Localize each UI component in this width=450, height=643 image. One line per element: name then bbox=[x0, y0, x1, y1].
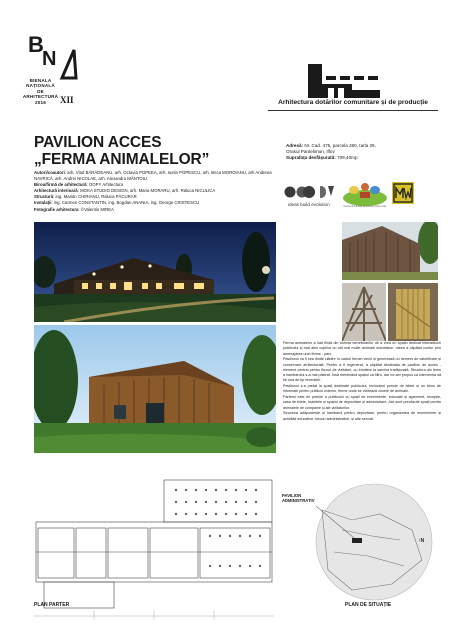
section-title: Arhitectura dotărilor comunitare și de producție bbox=[278, 99, 428, 106]
credit-line: Birou/firmă de arhitectură: OOPY Arhitectura bbox=[34, 182, 123, 188]
project-title: PAVILION ACCES „FERMA ANIMALELOR” bbox=[34, 134, 210, 168]
bna-name: BIENALA NAȚIONALĂ DE ARHITECTURĂ 2016 bbox=[22, 78, 59, 105]
factory-logo bbox=[308, 58, 380, 98]
description-paragraph: Parterul este de primire a publicului cu spații de evenimente, educație și agrement, recepție, casa de bilete, toaletele și spațiul de depozitare și administrare. Aici sunt prevăzute spații pentru animalele de companie și ale vizitatorilor. bbox=[283, 395, 441, 410]
site-callout: PAVILION ADMINISTRATIV bbox=[282, 493, 315, 504]
moka-logo bbox=[392, 182, 414, 204]
ground-floor-plan bbox=[34, 470, 274, 620]
edition-number: XII bbox=[60, 95, 74, 105]
credit-line: Structură: ing. Marian CHIRIANU, Raluca PĂCURAR bbox=[34, 194, 137, 200]
description-paragraph: Ferma animalelor a luat ființă din dorința beneficiarilor de a crea un spațiu dedicat interacțiunii publicului și mai ales copiilor cu cât mai multe animale domestice. Ideea a căpătat contur prin amenajarea unei ferme - parc. bbox=[283, 341, 441, 356]
credits-block bbox=[34, 170, 279, 213]
description-paragraph: Pavilionul s-a pretat la spații destinate publicului, incluzând puncte de bilete și un birou de informații pentru publicul exterior, ferme unde se vizitează zonele de animale. bbox=[283, 384, 441, 394]
project-description bbox=[283, 341, 441, 422]
credit-line: Fotografie arhitectura: ©Valentin MIREA bbox=[34, 206, 114, 212]
svg-text:N: N bbox=[42, 48, 57, 70]
credit-line: Autori/coautori: arh. Vlad BĂRĂDEANU, arh. Octavia POPEEA, arh. Iustin POPESCU, arh. Bnca MOROIANU, arh Andreea NAVRICĂ, arh. Andrei NICOLAE, arh. Alexandru MÂNTOIU bbox=[34, 170, 272, 182]
north-arrow-icon: ↑N bbox=[418, 538, 425, 544]
description-paragraph: Structura adăpostește și hambarul pentru depozitare, pentru organizarea de evenimente și activități educative, birouri administrative, și alte servicii. bbox=[283, 411, 441, 421]
studio-logo bbox=[284, 181, 336, 203]
studio-caption: ideas build evolution bbox=[288, 202, 330, 207]
description-paragraph: Pavilionul va fi cea dintâi clădire în cadrul fermei vechi și generează un demers de valorificare și conservare arhitecturală. Pentru a fi regenerat, a căpătat destinația de pavilion de acces - element central pentru fluxuri de vizitatori, cu trimitere la sarcina tradițională. Structura din lemn a hambarului s-a mai păstrat, însă menținând spațiul ca filtru, dar ne-am propus ca intervenția să fie una de tip reversibil. bbox=[283, 357, 441, 383]
barn-facade-photo bbox=[342, 222, 438, 280]
plan-parter-label: PLAN PARTER bbox=[34, 602, 70, 608]
address-block: Adresă: Nr. Cad. 475, parcela 260, tarla 29, Orasul Pantelimon, Ilfov Suprafața desfășurată: 709,40mp bbox=[286, 143, 376, 161]
plan-situatie-label: PLAN DE SITUAȚIE bbox=[345, 602, 392, 608]
farm-caption: Ferma di Animale Bucuresti primim copii bbox=[343, 205, 387, 208]
svg-text:B: B bbox=[28, 32, 44, 57]
day-exterior-photo bbox=[34, 325, 276, 453]
header-divider bbox=[268, 110, 438, 111]
credit-line: Arhitectură interioară: MOKA STUDIO DESIGN, arh. Maria MORARU, arh. Raluca NICULICA bbox=[34, 188, 216, 194]
roof-structure-photo bbox=[342, 283, 386, 341]
night-exterior-photo bbox=[34, 222, 276, 322]
page-header bbox=[0, 0, 450, 125]
credit-line: Instalații: ing. Carmen CONSTANTIN, ing. Bogdan ANANIA, ing. George CRISTESCU bbox=[34, 200, 200, 206]
door-photo bbox=[388, 283, 438, 341]
